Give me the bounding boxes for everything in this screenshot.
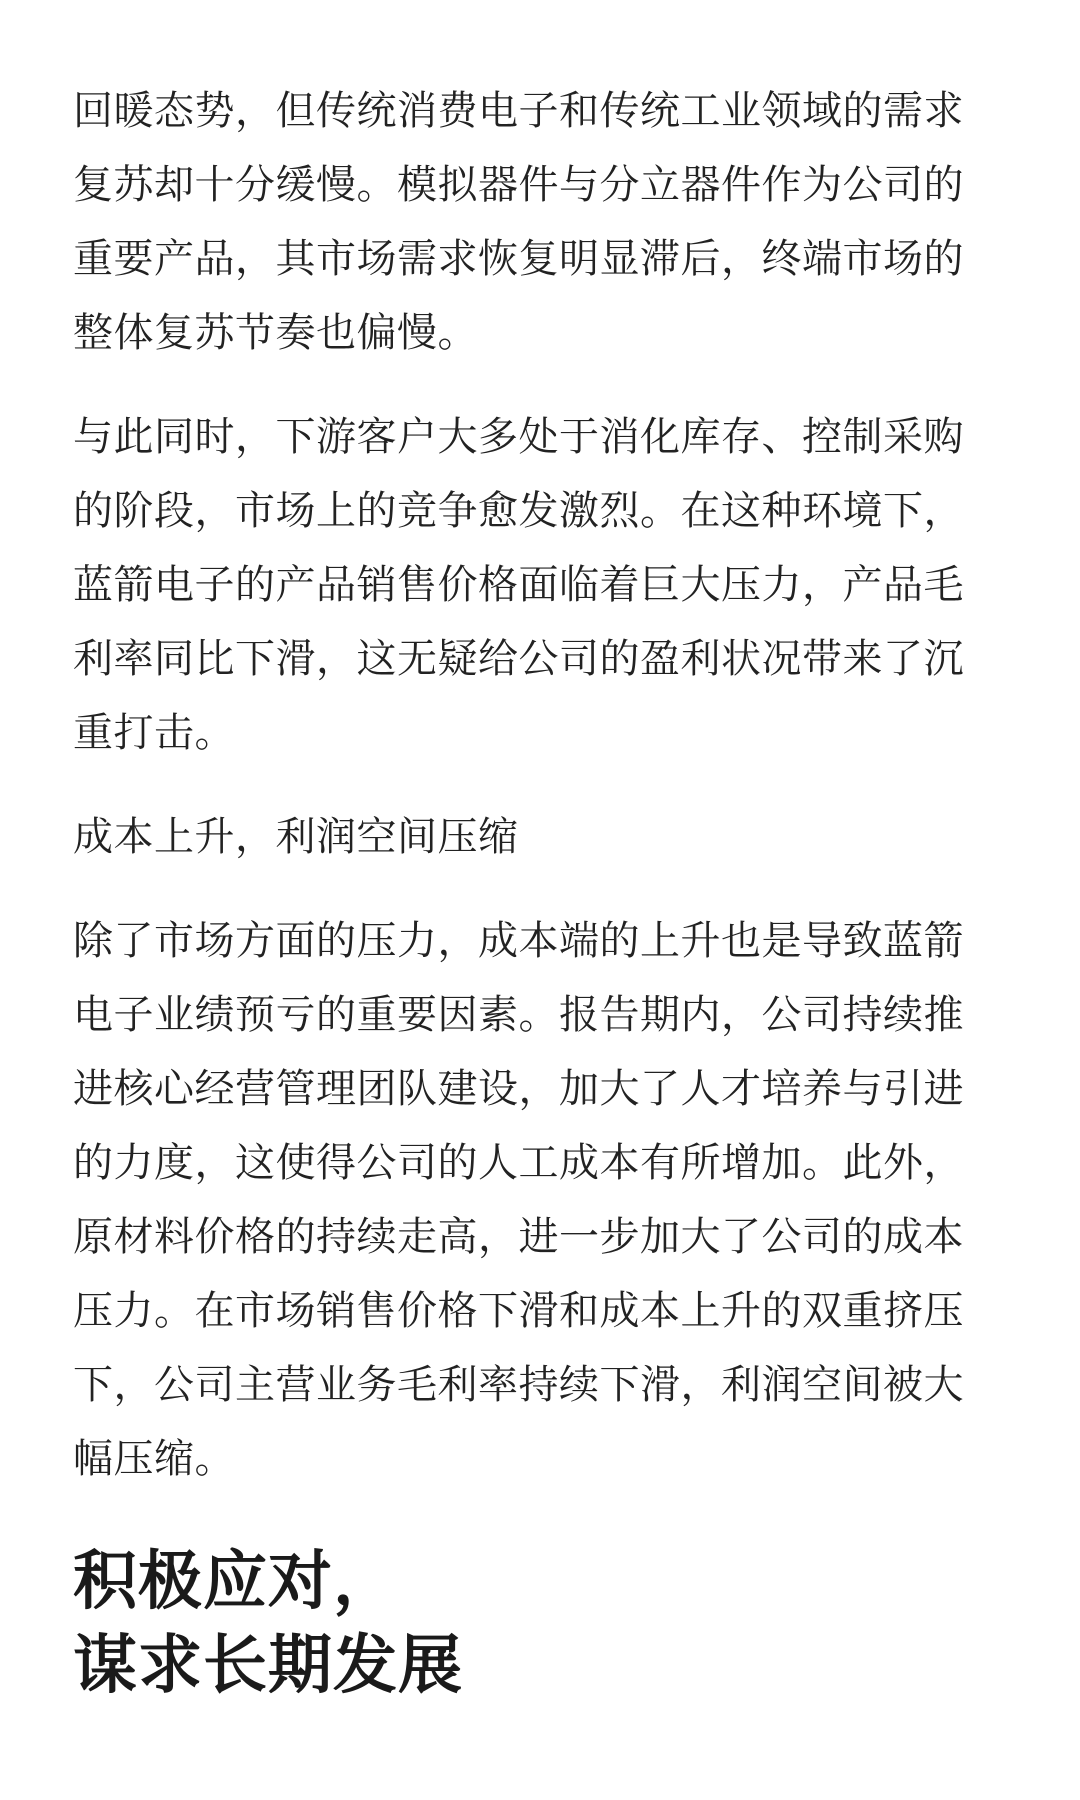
paragraph-spacer <box>73 874 1013 904</box>
paragraph-spacer <box>73 370 1013 400</box>
text-line: 幅压缩。 <box>73 1436 235 1482</box>
text-line: 的阶段，市场上的竞争愈发激烈。在这种环境下， <box>73 488 964 534</box>
article-body <box>73 74 1013 1708</box>
text-line: 下，公司主营业务毛利率持续下滑，利润空间被大 <box>73 1362 964 1408</box>
subheading: 成本上升，利润空间压缩 <box>73 814 519 860</box>
paragraph-cost-pressure <box>73 904 1013 1496</box>
text-line: 压力。在市场销售价格下滑和成本上升的双重挤压 <box>73 1288 964 1334</box>
paragraph-competition <box>73 400 1013 770</box>
text-line: 原材料价格的持续走高，进一步加大了公司的成本 <box>73 1214 964 1260</box>
text-line: 重打击。 <box>73 710 235 756</box>
text-line: 重要产品，其市场需求恢复明显滞后，终端市场的 <box>73 236 964 282</box>
section-title <box>73 1540 1013 1708</box>
text-line: 与此同时，下游客户大多处于消化库存、控制采购 <box>73 414 964 460</box>
text-line: 的力度，这使得公司的人工成本有所增加。此外， <box>73 1140 964 1186</box>
paragraph-spacer <box>73 770 1013 800</box>
text-line: 除了市场方面的压力，成本端的上升也是导致蓝箭 <box>73 918 964 964</box>
text-line: 蓝箭电子的产品销售价格面临着巨大压力，产品毛 <box>73 562 964 608</box>
section-title-line: 谋求长期发展 <box>73 1629 463 1703</box>
text-line: 电子业绩预亏的重要因素。报告期内，公司持续推 <box>73 992 964 1038</box>
text-line: 进核心经营管理团队建设，加大了人才培养与引进 <box>73 1066 964 1112</box>
text-line: 回暖态势，但传统消费电子和传统工业领域的需求 <box>73 88 964 134</box>
text-line: 利率同比下滑，这无疑给公司的盈利状况带来了沉 <box>73 636 964 682</box>
paragraph-market-recovery <box>73 74 1013 370</box>
text-line: 整体复苏节奏也偏慢。 <box>73 310 478 356</box>
text-line: 复苏却十分缓慢。模拟器件与分立器件作为公司的 <box>73 162 964 208</box>
paragraph-spacer <box>73 1496 1013 1540</box>
section-title-line: 积极应对， <box>73 1545 398 1619</box>
